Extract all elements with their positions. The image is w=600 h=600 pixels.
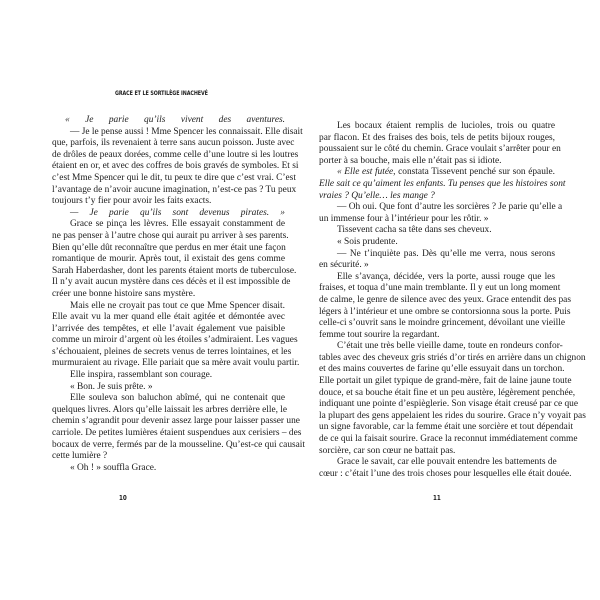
text-line: — Je le pense aussi ! Mme Spencer les connaissait. Elle disait <box>70 126 303 137</box>
text-line: — Ne t’inquiète pas. Dès qu’elle me verra, nous serons <box>337 248 555 259</box>
text-line: Grace se pinça les lèvres. Elle essayait constamment de <box>70 219 285 230</box>
text-line: fraises, et toqua d’une main tremblante. Il y eut un long moment <box>319 283 561 294</box>
text-line: quelques livres. Alors qu’elle laissait les arbres derrière elle, le <box>52 404 288 415</box>
text-line: cette lumière ? <box>52 451 108 462</box>
text-line: — Oh oui. Que font d’autre les sorcières ? Je parie qu’elle a <box>337 202 563 213</box>
text-line: créer une bonne histoire sans mystère. <box>52 288 196 299</box>
right-page <box>300 0 600 600</box>
text-line: de ce qui la faisait sourire. Grace la reconnut immédiatement comme <box>319 434 578 445</box>
text-line: légers à l’intérieur et une ombre se contorsionna sous la porte. Puis <box>319 306 571 317</box>
text-line: Sarah Haberdasher, dont les parents étaient morts de tuberculose. <box>52 265 297 276</box>
text-line: bocaux de verre, fermés par de la mousseline. Qu’est-ce qui causait <box>52 439 306 450</box>
text-line: de calme, le genre de silence avec des yeux. Grace entendit des pas <box>319 294 571 305</box>
text-line: l’avantage de n’avoir aucune imagination, n’est-ce pas ? Tu peux <box>52 184 297 195</box>
text-line: carriole. De petites lumières étaient suspendues aux cerisiers – des <box>52 428 302 439</box>
text-line: sorcière, car son cœur ne battait pas. <box>319 445 456 456</box>
page-number-left: 10 <box>118 494 127 502</box>
text-line: femme tout sourire la regardant. <box>319 329 440 340</box>
text-line: cœur : c’était l’une des trois choses pour lesquelles elle était douée. <box>319 468 572 479</box>
text-line: un signe favorable, car la femme était une sorcière et tout dépendait <box>319 422 574 433</box>
text-line: Elle avait vu la mer quand elle était agitée et démontée avec <box>52 312 285 323</box>
text-line: c’est Mme Spencer qui le dit, tu peux te dire que c’est vrai. C’est <box>52 172 296 183</box>
text-line: celle-ci s’ouvrit sans le moindre grincement, dévoilant une vieille <box>319 318 566 329</box>
text-line: Les bocaux étaient remplis de lucioles, trois ou quatre <box>337 121 555 131</box>
right-page-text <box>319 121 586 480</box>
text-line: Elle sait ce qu’aiment les enfants. Tu penses que les histoires sont <box>319 178 566 189</box>
text-line: en sécurité. » <box>319 260 369 271</box>
text-line: Elle portait un gilet typique de grand-mère, fait de laine jaune toute <box>319 376 572 387</box>
text-line: comme un miroir d’argent où les étoiles s’admiraient. Les vagues <box>52 335 298 346</box>
text-line: la plupart des gens appelaient les rides du sourire. Grace n’y voyait pas <box>319 410 586 421</box>
text-line: Grace le savait, car elle pouvait entendre les battements de <box>337 457 557 468</box>
page-number-right: 11 <box>432 494 441 502</box>
text-line: étaient en or, et avec des coffres de bois gravés de symboles. Et si <box>52 161 299 172</box>
text-line: « Bon. Je suis prête. » <box>70 381 153 392</box>
text-line: tables avec des cheveux gris striés d’or tirés en arrière dans un chignon <box>319 352 586 363</box>
left-page-text <box>52 115 306 474</box>
text-line: de drôles de peaux dorées, comme celle d’une loutre si les loutres <box>52 149 299 160</box>
text-line: toujours t’y fier pour avoir les faits exacts. <box>52 196 212 207</box>
text-line: s’échouaient, pleines de secrets venus de terres lointaines, et les <box>52 346 292 357</box>
text-line: C’était une très belle vieille dame, toute en rondeurs confor- <box>337 341 563 352</box>
text-line: « Sois prudente. <box>337 236 398 247</box>
text-line: un immense four à l’intérieur pour les rôtir. » <box>319 213 489 224</box>
text-line: Bien qu’elle dût reconnaître que perdus en mer était une façon <box>52 242 286 253</box>
text-line: Elle s’avança, décidée, vers la porte, aussi rouge que les <box>337 271 555 282</box>
text-line: chemin s’agrandit pour devenir assez large pour laisser passer une <box>52 416 300 427</box>
text-line: Mais elle ne croyait pas tout ce que Mme Spencer disait. <box>70 300 285 311</box>
text-line: et des mains couvertes de farine qu’elle essuyait dans un torchon. <box>319 364 565 375</box>
text-line: Elle souleva son baluchon abîmé, qui ne contenait que <box>70 393 285 404</box>
text-line: — Je parie qu’ils sont devenus pirates. » <box>70 207 285 218</box>
text-line: douce, et sa bouche était fine et un peu austère, légèrement penchée, <box>319 387 576 398</box>
text-line: « Je parie qu’ils vivent des aventures. <box>65 115 285 125</box>
text-line: poussaient sur le côté du chemin. Grace voulait s’arrêter pour en <box>319 144 561 155</box>
text-line: Elle inspira, rassemblant son courage. <box>70 370 213 381</box>
text-line: par flacon. Et des fraises des bois, tels de petits bijoux rouges, <box>319 132 555 143</box>
text-line: vraies ? Qu’elle… les mange ? <box>319 190 435 201</box>
text-line: indiquant une pointe d’espièglerie. Son visage était creusé par ce que <box>319 399 579 410</box>
text-line: l’arrivée des tempêtes, et elle l’avait également vue paisible <box>52 323 285 334</box>
text-line: que, parfois, ils revenaient à terre sans aucun poisson. Juste avec <box>52 138 295 149</box>
running-head: GRACE ET LE SORTILÈGE INACHEVÉ <box>115 90 208 97</box>
text-line: Tissevent cacha sa tête dans ses cheveux. <box>337 225 492 236</box>
text-line: ne pas penser à l’autre chose qui aurait pu arriver à ses parents. <box>52 230 289 241</box>
text-line: Il n’y avait aucun mystère dans ces décès et il est impossible de <box>52 277 291 288</box>
text-line: « Elle est futée, constata Tissevent penché sur son épaule. <box>337 167 555 178</box>
text-line: « Oh ! » souffla Grace. <box>70 462 157 473</box>
text-line: romantique de mourir. Après tout, il existait des gens comme <box>52 254 285 265</box>
text-line: murmuraient au rivage. Elle pariait que sa mère avait voulu partir. <box>52 358 300 369</box>
text-line: porter à sa bouche, mais elle n’était pas si idiote. <box>319 155 502 166</box>
